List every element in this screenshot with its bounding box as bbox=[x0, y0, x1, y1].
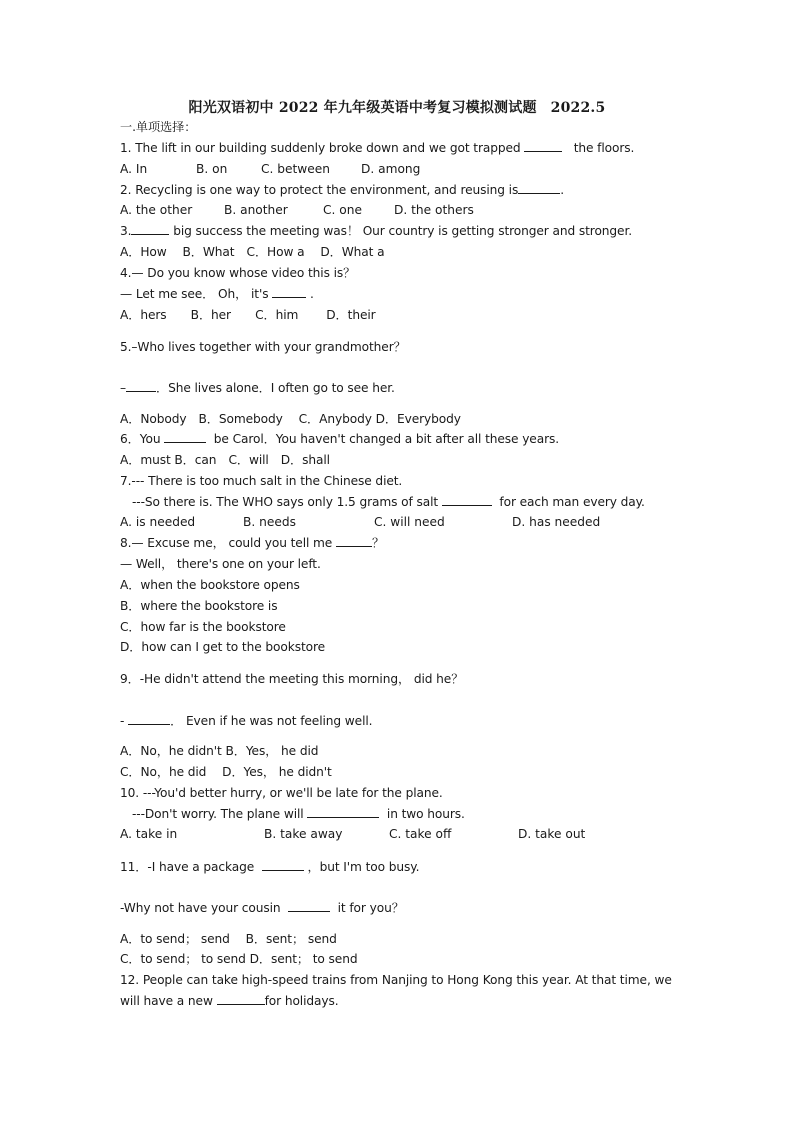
answer-blank bbox=[128, 713, 170, 725]
question-8-option-c: C．how far is the bookstore bbox=[120, 620, 286, 634]
option: C. between bbox=[261, 162, 330, 176]
option: A. take in bbox=[120, 827, 178, 841]
question-4-options: A．hers B．her C．him D．their bbox=[120, 308, 376, 322]
question-9-line-1: 9．-He didn't attend the meeting this morning， did he？ bbox=[120, 672, 464, 686]
option: C. will need bbox=[374, 515, 445, 529]
answer-blank bbox=[217, 993, 265, 1005]
question-12-line-2: will have a new for holidays. bbox=[120, 994, 339, 1008]
option: C. take off bbox=[389, 827, 452, 841]
answer-blank bbox=[518, 182, 560, 194]
answer-blank bbox=[164, 431, 206, 443]
question-4-line-2: — Let me see． Oh， it's . bbox=[120, 287, 314, 301]
option: B. take away bbox=[264, 827, 343, 841]
answer-blank bbox=[131, 223, 169, 235]
option: D. among bbox=[361, 162, 421, 176]
question-10-line-1: 10. ---You'd better hurry, or we'll be late for the plane. bbox=[120, 786, 443, 800]
title-date: 2022.5 bbox=[550, 100, 606, 116]
question-7-line-2: ---So there is. The WHO says only 1.5 grams of salt for each man every day. bbox=[132, 495, 645, 509]
option: C. one bbox=[323, 203, 362, 217]
question-2: 2. Recycling is one way to protect the environment, and reusing is . bbox=[120, 183, 564, 197]
page-title bbox=[0, 97, 794, 117]
question-9-options-2: C．No，he did D．Yes， he didn't bbox=[120, 765, 332, 779]
question-12-line-1: 12. People can take high-speed trains from Nanjing to Hong Kong this year. At that time, we bbox=[120, 973, 672, 987]
option: B. another bbox=[224, 203, 288, 217]
option: D. take out bbox=[518, 827, 586, 841]
question-4-line-1: 4.— Do you know whose video this is？ bbox=[120, 266, 356, 280]
question-11-options-2: C．to send； to send D．sent； to send bbox=[120, 952, 358, 966]
option: D. has needed bbox=[512, 515, 601, 529]
answer-blank bbox=[126, 380, 156, 392]
answer-blank bbox=[272, 286, 306, 298]
question-6: 6．You be Carol．You haven't changed a bit after all these years. bbox=[120, 432, 560, 446]
question-8-option-d: D．how can I get to the bookstore bbox=[120, 640, 326, 654]
question-7-line-1: 7.--- There is too much salt in the Chinese diet. bbox=[120, 474, 403, 488]
option: D. the others bbox=[394, 203, 474, 217]
answer-blank bbox=[442, 494, 492, 506]
question-5-line-2: – ．She lives alone．I often go to see her. bbox=[120, 381, 395, 395]
question-8-line-2: — Well， there's one on your left. bbox=[120, 557, 321, 571]
answer-blank bbox=[336, 535, 372, 547]
option: A. is needed bbox=[120, 515, 196, 529]
question-3-options: A．How B．What C．How a D．What a bbox=[120, 245, 385, 259]
answer-blank bbox=[307, 806, 379, 818]
option: A. the other bbox=[120, 203, 193, 217]
option: B. needs bbox=[243, 515, 296, 529]
question-11-line-1: 11．-I have a package ，but I'm too busy. bbox=[120, 860, 420, 874]
answer-blank bbox=[262, 859, 304, 871]
question-8-option-b: B．where the bookstore is bbox=[120, 599, 278, 613]
question-9-line-2: - ． Even if he was not feeling well. bbox=[120, 714, 373, 728]
question-1: 1. The lift in our building suddenly broke down and we got trapped the floors. bbox=[120, 141, 635, 155]
question-5-line-1: 5.–Who lives together with your grandmother？ bbox=[120, 340, 406, 354]
section-heading: 一.单项选择： bbox=[120, 120, 197, 134]
title-text: 阳光双语初中 2022 年九年级英语中考复习模拟测试题 bbox=[188, 100, 537, 116]
answer-blank bbox=[288, 900, 330, 912]
question-11-line-2: -Why not have your cousin it for you？ bbox=[120, 901, 404, 915]
question-10-line-2: ---Don't worry. The plane will in two hours. bbox=[132, 807, 465, 821]
question-11-options-1: A．to send； send B．sent； send bbox=[120, 932, 337, 946]
question-8-option-a: A．when the bookstore opens bbox=[120, 578, 300, 592]
option: A. In bbox=[120, 162, 148, 176]
option: B. on bbox=[196, 162, 228, 176]
question-6-options: A．must B．can C．will D．shall bbox=[120, 453, 330, 467]
question-5-options: A．Nobody B．Somebody C．Anybody D．Everybody bbox=[120, 412, 461, 426]
question-8-line-1: 8.— Excuse me， could you tell me ？ bbox=[120, 536, 385, 550]
question-9-options-1: A．No，he didn't B．Yes， he did bbox=[120, 744, 319, 758]
answer-blank bbox=[524, 140, 562, 152]
question-3: 3. big success the meeting was！ Our country is getting stronger and stronger. bbox=[120, 224, 633, 238]
